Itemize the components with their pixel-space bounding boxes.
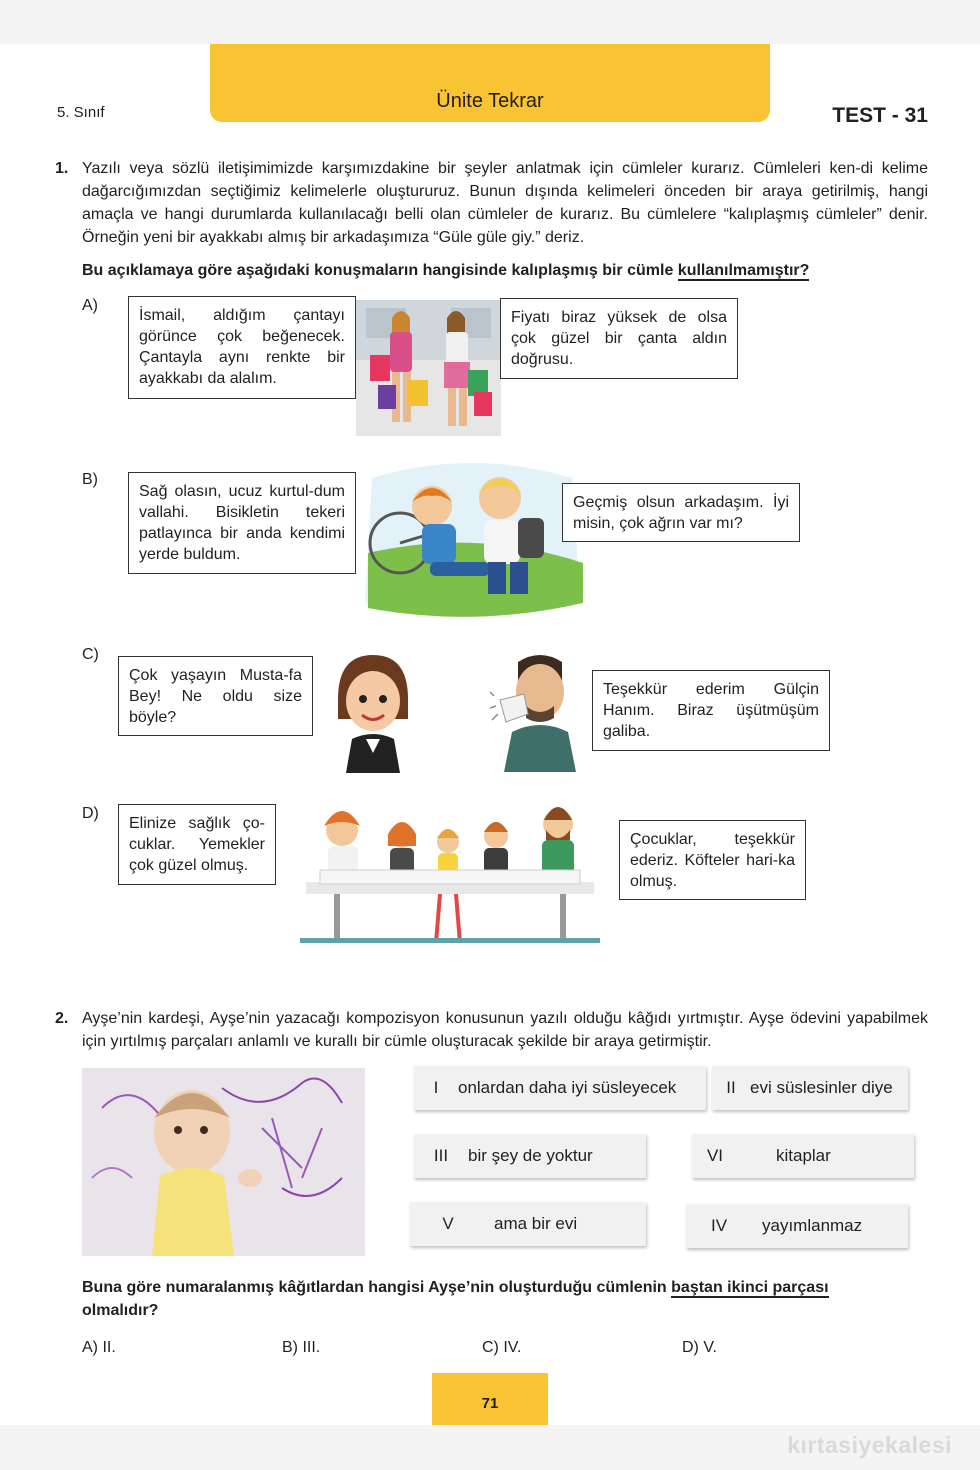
woman-illustration [332,655,414,773]
option-d-right-bubble: Çocuklar, teşekkür ederiz. Köfteler hari-ka olmuş. [619,820,806,900]
shopping-illustration [356,300,501,436]
paper-piece-1-text: onlardan daha iyi süsleyecek [458,1078,677,1097]
question-1-prompt-underlined: kullanılmamıştır? [677,262,810,279]
paper-piece-5 [410,1202,646,1246]
question-2-intro: Ayşe’nin kardeşi, Ayşe’nin yazacağı kompozisyon konusunun yazılı olduğu kâğıdı yırtmıştır. Ayşe ödevini yapabilmek için yırtılmış parçaları anlamlı ve kurallı bir cümle oluşturacak şekilde bir araya getirmiştir. [82,1010,928,1050]
question-2-prompt-main: Buna göre numaralanmış kâğıtlardan hangisi Ayşe’nin oluşturduğu cümlenin [82,1279,672,1296]
unit-banner [210,44,770,122]
option-b-label: B) [82,471,98,488]
answer-b[interactable]: B) III. [282,1339,321,1356]
paper-piece-3 [414,1134,646,1178]
paper-piece-6 [686,1204,908,1248]
grade-label: 5. Sınıf [57,104,105,121]
answer-c[interactable]: C) IV. [482,1339,522,1356]
question-1-prompt-main: Bu açıklamaya göre aşağıdaki konuşmaların hangisinde kalıplaşmış bir cümle [82,262,678,279]
question-2-prompt-end: olmalıdır? [82,1302,159,1319]
child-drawing-on-wall-photo [82,1068,365,1256]
paper-piece-4-number: VI [706,1146,724,1165]
question-2-prompt-underlined: baştan ikinci parçası [671,1279,829,1296]
option-b-right-bubble: Geçmiş olsun arkadaşım. İyi misin, çok ağrın var mı? [562,483,800,542]
test-label: TEST - 31 [832,104,928,127]
option-c-right-bubble: Teşekkür ederim Gülçin Hanım. Biraz üşütmüşüm galiba. [592,670,830,751]
paper-piece-5-number: V [442,1214,454,1233]
paper-piece-6-text: yayımlanmaz [762,1216,863,1235]
page-number-box [432,1373,548,1425]
option-a-left-bubble: İsmail, aldığım çantayı görünce çok beğenecek. Çantayla aynı renkte bir ayakkabı da alalım. [128,296,356,399]
option-c-label: C) [82,646,99,663]
paper-piece-4-text: kitaplar [776,1146,831,1165]
question-1-intro: Yazılı veya sözlü iletişimimizde karşımızdakine bir şeyler anlatmak için cümleler kurarız. Cümleleri ken-di kelime dağarcığımızdan seçtiğimiz kelimelerle oluştururuz. Bunun dışında kelimeleri önceden bir araya getirilmiş, hangi amaçla ve hangi durumlarda kullanılacağı belli olan cümleler de kurarız. Bu cümlelere “kalıplaşmış cümleler” denir. Örneğin yeni bir ayakkabı almış bir arkadaşımıza “Güle güle giy.” deriz. [82,160,928,246]
watermark: kırtasiyekalesi [787,1432,952,1458]
answer-d[interactable]: D) V. [682,1339,717,1356]
paper-piece-5-text: ama bir evi [494,1214,578,1233]
paper-piece-2-number: II [726,1078,736,1097]
option-a-label: A) [82,297,98,314]
option-a-right-bubble: Fiyatı biraz yüksek de olsa çok güzel bir çanta aldın doğrusu. [500,298,738,379]
family-dinner-illustration [300,798,600,945]
question-2-prompt [82,1276,928,1322]
paper-piece-1 [414,1066,706,1110]
page-title: Ünite Tekrar [436,90,544,112]
paper-piece-6-number: IV [710,1216,728,1235]
paper-piece-1-number: I [433,1078,439,1097]
option-b-left-bubble: Sağ olasın, ucuz kurtul-dum vallahi. Bisikletin tekeri patlayınca bir anda kendimi yerde buldum. [128,472,356,574]
paper-piece-3-number: III [433,1146,449,1165]
option-d-label: D) [82,805,99,822]
fallen-bike-illustration [360,458,585,620]
paper-piece-2 [712,1066,908,1110]
paper-piece-3-text: bir şey de yoktur [468,1146,593,1165]
option-c-left-bubble: Çok yaşayın Musta-fa Bey! Ne oldu size böyle? [118,656,313,736]
sneezing-man-illustration [490,652,582,772]
paper-piece-2-text: evi süslesinler diye [750,1078,893,1097]
question-2-number: 2. [55,1010,69,1027]
question-1-number: 1. [55,160,69,177]
answer-a[interactable]: A) II. [82,1339,116,1356]
top-band [0,0,980,44]
question-1-prompt [82,259,928,282]
option-d-left-bubble: Elinize sağlık ço-cuklar. Yemekler çok güzel olmuş. [118,804,276,885]
page-number: 71 [481,1395,499,1412]
paper-piece-4 [692,1134,914,1178]
